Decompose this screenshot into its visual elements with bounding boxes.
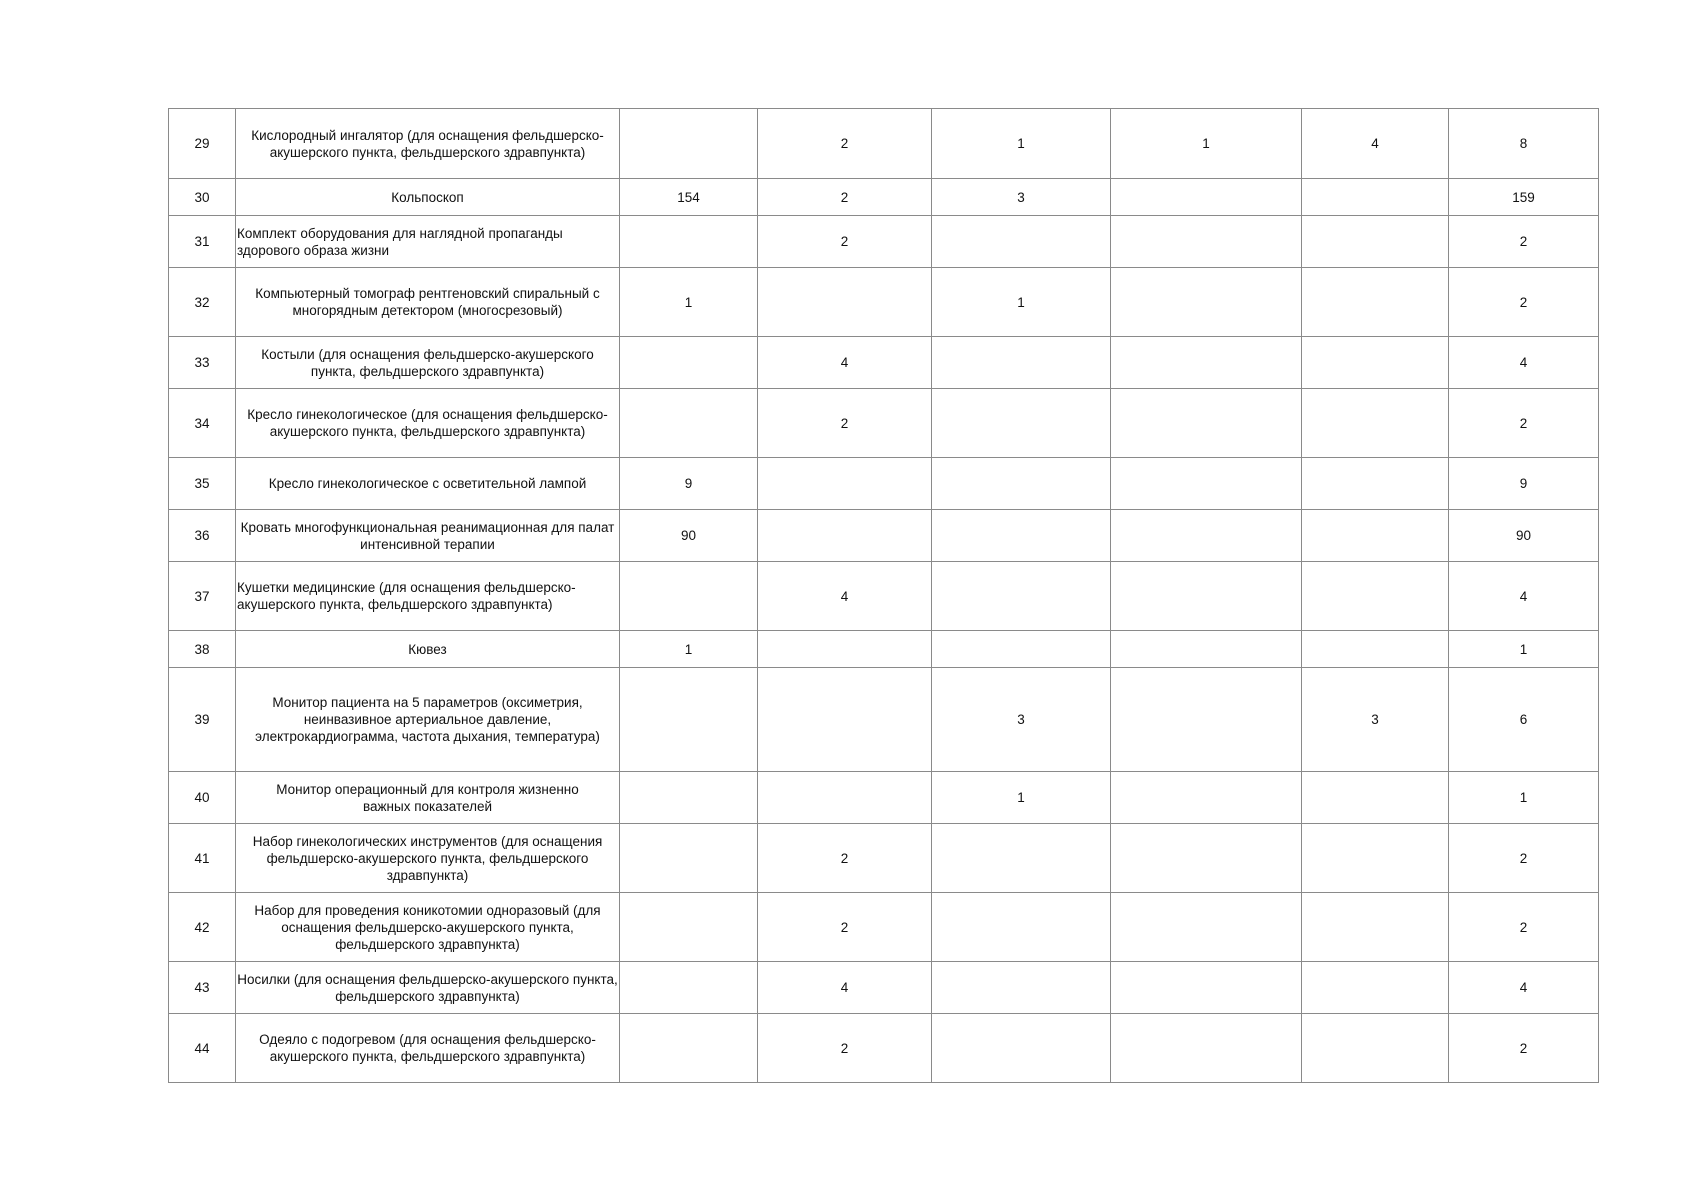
value-cell: 2	[758, 179, 932, 216]
value-cell: 4	[758, 562, 932, 631]
total-cell: 2	[1449, 824, 1599, 893]
value-cell: 3	[1302, 668, 1449, 772]
value-cell	[932, 824, 1111, 893]
value-cell: 4	[758, 337, 932, 389]
value-cell	[1302, 562, 1449, 631]
value-cell	[932, 962, 1111, 1014]
equipment-name: Набор для проведения коникотомии одноразовый (для оснащения фельдшерско-акушерского пункта, фельдшерского здравпункта)	[236, 893, 620, 962]
table-row	[169, 668, 1599, 772]
equipment-name: Одеяло с подогревом (для оснащения фельдшерско-акушерского пункта, фельдшерского здравпункта)	[236, 1014, 620, 1083]
table-row	[169, 179, 1599, 216]
row-number: 44	[169, 1014, 236, 1083]
table-row	[169, 1014, 1599, 1083]
equipment-name: Кровать многофункциональная реанимационная для палат интенсивной терапии	[236, 510, 620, 562]
value-cell	[1302, 1014, 1449, 1083]
table-row	[169, 893, 1599, 962]
value-cell	[758, 631, 932, 668]
row-number: 38	[169, 631, 236, 668]
total-cell: 1	[1449, 631, 1599, 668]
row-number: 32	[169, 268, 236, 337]
row-number: 43	[169, 962, 236, 1014]
value-cell	[1302, 510, 1449, 562]
table-row	[169, 631, 1599, 668]
value-cell: 4	[1302, 109, 1449, 179]
value-cell: 2	[758, 1014, 932, 1083]
total-cell: 159	[1449, 179, 1599, 216]
row-number: 35	[169, 458, 236, 510]
value-cell: 3	[932, 668, 1111, 772]
table-row	[169, 337, 1599, 389]
equipment-name: Носилки (для оснащения фельдшерско-акушерского пункта, фельдшерского здравпункта)	[236, 962, 620, 1014]
value-cell	[620, 772, 758, 824]
value-cell	[1111, 772, 1302, 824]
value-cell	[1111, 510, 1302, 562]
row-number: 41	[169, 824, 236, 893]
equipment-name: Комплект оборудования для наглядной пропаганды здорового образа жизни	[236, 216, 620, 268]
value-cell: 2	[758, 389, 932, 458]
total-cell: 2	[1449, 893, 1599, 962]
equipment-name: Монитор пациента на 5 параметров (оксиметрия, неинвазивное артериальное давление, электрокардиограмма, частота дыхания, температура)	[236, 668, 620, 772]
value-cell	[1302, 337, 1449, 389]
row-number: 42	[169, 893, 236, 962]
equipment-name: Компьютерный томограф рентгеновский спиральный с многорядным детектором (многосрезовый)	[236, 268, 620, 337]
value-cell: 1	[620, 268, 758, 337]
total-cell: 1	[1449, 772, 1599, 824]
equipment-name: Кушетки медицинские (для оснащения фельдшерско-акушерского пункта, фельдшерского здравпункта)	[236, 562, 620, 631]
value-cell	[1302, 458, 1449, 510]
table-row	[169, 962, 1599, 1014]
value-cell	[620, 389, 758, 458]
value-cell: 2	[758, 109, 932, 179]
total-cell: 9	[1449, 458, 1599, 510]
equipment-name: Кресло гинекологическое (для оснащения фельдшерско-акушерского пункта, фельдшерского здравпункта)	[236, 389, 620, 458]
value-cell	[1302, 631, 1449, 668]
total-cell: 2	[1449, 216, 1599, 268]
value-cell: 90	[620, 510, 758, 562]
row-number: 34	[169, 389, 236, 458]
equipment-name: Набор гинекологических инструментов (для оснащения фельдшерско-акушерского пункта, фельдшерского здравпункта)	[236, 824, 620, 893]
value-cell	[620, 824, 758, 893]
value-cell	[1302, 179, 1449, 216]
table-row	[169, 109, 1599, 179]
value-cell: 2	[758, 216, 932, 268]
value-cell	[932, 893, 1111, 962]
equipment-name: Монитор операционный для контроля жизненно важных показателей	[236, 772, 620, 824]
value-cell	[932, 631, 1111, 668]
value-cell	[620, 893, 758, 962]
table-row	[169, 562, 1599, 631]
total-cell: 2	[1449, 1014, 1599, 1083]
equipment-name: Костыли (для оснащения фельдшерско-акушерского пункта, фельдшерского здравпункта)	[236, 337, 620, 389]
value-cell	[620, 562, 758, 631]
value-cell	[758, 510, 932, 562]
equipment-name: Кольпоскоп	[236, 179, 620, 216]
value-cell	[1111, 337, 1302, 389]
value-cell	[1111, 389, 1302, 458]
value-cell: 1	[932, 268, 1111, 337]
row-number: 40	[169, 772, 236, 824]
value-cell	[932, 458, 1111, 510]
value-cell	[932, 510, 1111, 562]
total-cell: 4	[1449, 962, 1599, 1014]
value-cell	[620, 668, 758, 772]
value-cell: 4	[758, 962, 932, 1014]
value-cell	[1111, 268, 1302, 337]
row-number: 36	[169, 510, 236, 562]
total-cell: 4	[1449, 562, 1599, 631]
table-row	[169, 216, 1599, 268]
value-cell: 154	[620, 179, 758, 216]
value-cell	[1111, 179, 1302, 216]
value-cell	[1111, 1014, 1302, 1083]
total-cell: 8	[1449, 109, 1599, 179]
table-row	[169, 824, 1599, 893]
value-cell	[1302, 893, 1449, 962]
value-cell	[1111, 893, 1302, 962]
value-cell	[620, 337, 758, 389]
row-number: 37	[169, 562, 236, 631]
value-cell: 1	[1111, 109, 1302, 179]
value-cell	[1302, 824, 1449, 893]
value-cell	[1111, 562, 1302, 631]
total-cell: 4	[1449, 337, 1599, 389]
value-cell	[1111, 458, 1302, 510]
value-cell	[620, 962, 758, 1014]
total-cell: 2	[1449, 389, 1599, 458]
total-cell: 6	[1449, 668, 1599, 772]
value-cell	[932, 216, 1111, 268]
value-cell	[1302, 962, 1449, 1014]
value-cell	[932, 1014, 1111, 1083]
row-number: 39	[169, 668, 236, 772]
equipment-name: Кресло гинекологическое с осветительной лампой	[236, 458, 620, 510]
value-cell	[932, 562, 1111, 631]
value-cell	[932, 337, 1111, 389]
value-cell: 9	[620, 458, 758, 510]
value-cell	[620, 1014, 758, 1083]
value-cell	[1302, 389, 1449, 458]
value-cell	[1111, 962, 1302, 1014]
value-cell: 2	[758, 824, 932, 893]
value-cell	[620, 109, 758, 179]
row-number: 30	[169, 179, 236, 216]
value-cell	[758, 668, 932, 772]
row-number: 31	[169, 216, 236, 268]
value-cell	[758, 772, 932, 824]
equipment-table	[168, 108, 1599, 1083]
value-cell	[1302, 216, 1449, 268]
table-row	[169, 458, 1599, 510]
value-cell: 2	[758, 893, 932, 962]
table-row	[169, 389, 1599, 458]
value-cell: 1	[932, 772, 1111, 824]
value-cell: 3	[932, 179, 1111, 216]
value-cell	[620, 216, 758, 268]
row-number: 33	[169, 337, 236, 389]
table-row	[169, 510, 1599, 562]
equipment-name: Кислородный ингалятор (для оснащения фельдшерско-акушерского пункта, фельдшерского здравпункта)	[236, 109, 620, 179]
value-cell	[758, 458, 932, 510]
value-cell	[1111, 668, 1302, 772]
table-row	[169, 772, 1599, 824]
value-cell	[1111, 631, 1302, 668]
row-number: 29	[169, 109, 236, 179]
value-cell	[1111, 216, 1302, 268]
value-cell	[1302, 772, 1449, 824]
value-cell	[1302, 268, 1449, 337]
table-row	[169, 268, 1599, 337]
value-cell	[758, 268, 932, 337]
value-cell	[932, 389, 1111, 458]
total-cell: 2	[1449, 268, 1599, 337]
value-cell: 1	[932, 109, 1111, 179]
total-cell: 90	[1449, 510, 1599, 562]
value-cell	[1111, 824, 1302, 893]
value-cell: 1	[620, 631, 758, 668]
equipment-name: Кювез	[236, 631, 620, 668]
